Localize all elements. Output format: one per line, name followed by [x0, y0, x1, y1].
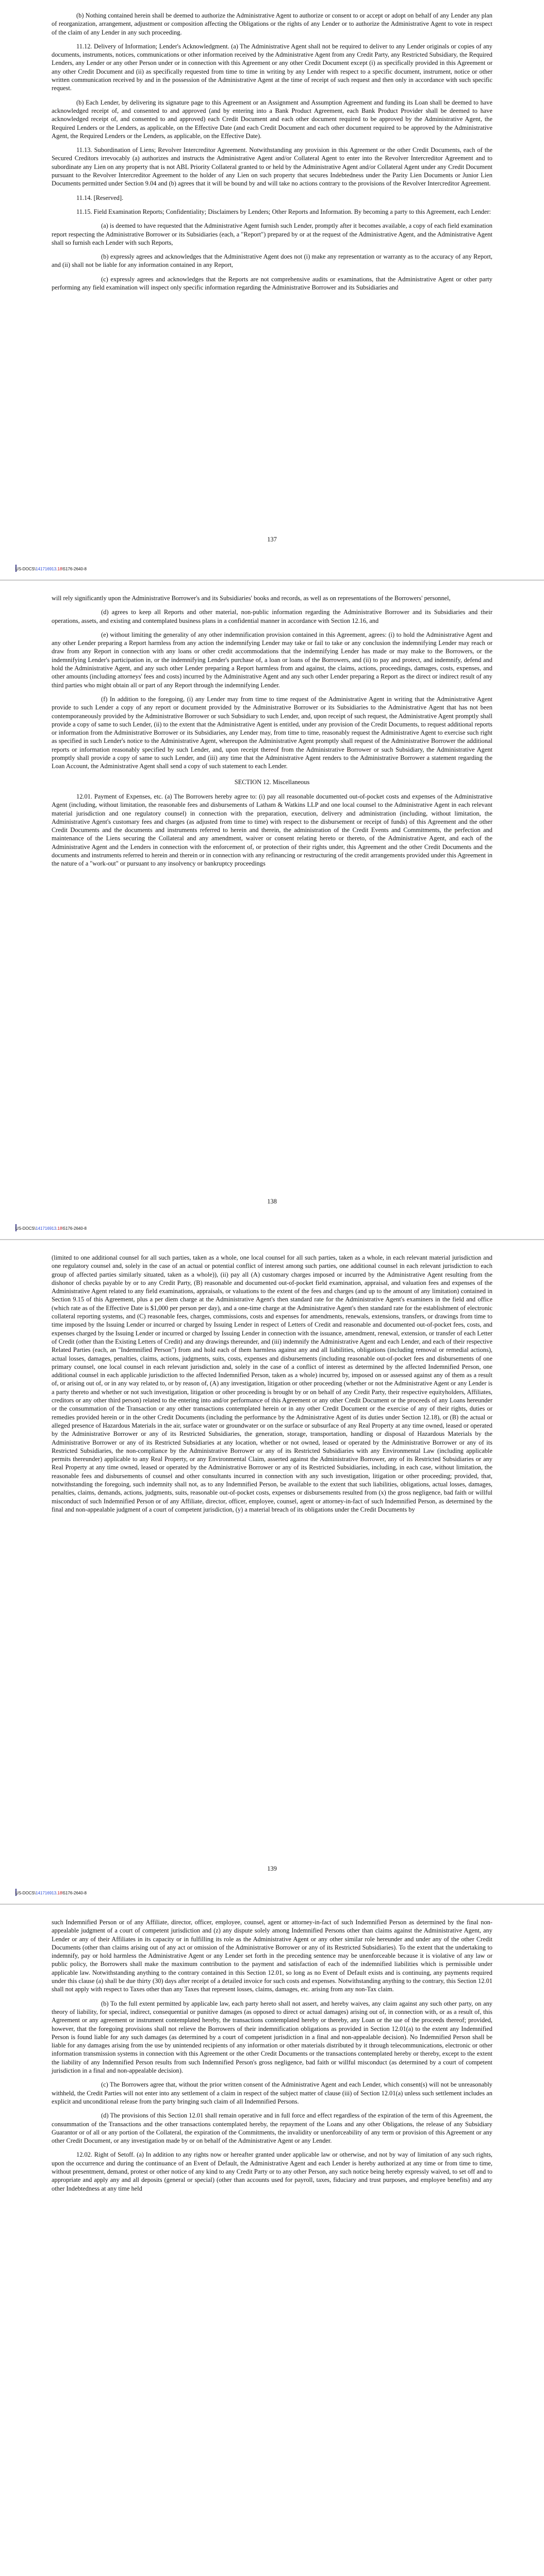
page-separator	[0, 580, 544, 581]
doc-footer: US-DOCS\141716913.18\5176-2640-8	[15, 567, 87, 571]
doc-footer: US-DOCS\141716913.18\5176-2640-8	[15, 1891, 87, 1895]
paragraph: (b) To the full extent permitted by applicable law, each party hereto shall not assert, and hereby waives, any claim against any such other party, on any theory of liability, for special, indirect, consequential or punitive damages (as opposed to direct or actual damages) arising out of, in connection with, or as a result of, this Agreement or any agreement or instrument contemplated hereby, the transactions contemplated hereby or thereby, any Loan or the use of the proceeds thereof; provided, however, that the foregoing provisions shall not relieve the Borrowers of their indemnification obligations as provided in Section 12.01(a) to the extent any Indemnified Person is found liable for any such damages (as determined by a court of competent jurisdiction in a final and non-appealable decision). No Indemnified Person shall be liable for any damages arising from the use by unintended recipients of any information or other materials distributed by it through telecommunications, electronic or other information transmission systems in connection with this Agreement or the other Credit Documents or the transactions contemplated hereby or thereby, except to the extent the liability of any Indemnified Person results from such Indemnified Person's gross negligence, bad faith or willful misconduct (as determined by a court of competent jurisdiction in a final and non-appealable decision).	[52, 1999, 492, 2075]
paragraph: (limited to one additional counsel for all such parties, taken as a whole, one local counsel for all such parties, taken as a whole, in each relevant material jurisdiction and one regulatory counsel and, solely in the case of an actual or potential conflict of interest among such parties, one additional counsel in each relevant jurisdiction to each group of affected parties similarly situated, taken as a whole)), (ii) pay all (A) customary charges imposed or incurred by the Administrative Agent resulting from the dishonor of checks payable by or to any Credit Party, (B) reasonable and documented out-of-pocket field examination, appraisal, and valuation fees and expenses of the Administrative Agent related to any field examinations, appraisals, or valuations to the extent of the fees and charges (and up to the amount of any limitation) contained in Section 9.15 of this Agreement, plus a per diem charge at the Administrative Agent's then standard rate for the Administrative Agent's examiners in the field and office (which rate as of the Effective Date is $1,000 per person per day), and a one-time charge at the Administrative Agent's then standard rate for the establishment of electronic collateral reporting systems, and (C) reasonable fees, charges, commissions, costs and expenses for amendments, renewals, extensions, transfers, or drawings from time to time imposed by the Issuing Lender or incurred or charged by Issuing Lender in respect of Letters of Credit and reasonable and documented out-of-pocket fees, costs, and expenses charged by the Issuing Lender or incurred or charged by Issuing Lender in connection with the issuance, amendment, renewal, extension, or transfer of each Letter of Credit (other than the Existing Letters of Credit) and any drawings thereunder, and (iii) indemnify the Administrative Agent and each Lender, and each of their respective Related Parties (each, an "Indemnified Person") from and hold each of them harmless against any and all liabilities, obligations (including removal or remedial actions), actual losses, damages, penalties, claims, actions, judgments, suits, costs, expenses and disbursements (including reasonable out-of-pocket fees and disbursements of one primary counsel, one local counsel in each relevant jurisdiction and, solely in the case of a conflict of interest as determined by the affected Indemnified Person, one additional counsel in each applicable jurisdiction to the affected Indemnified Person, taken as a whole) incurred by, imposed on or assessed against any of them as a result of, or arising out of, or in any way related to, or by reason of, (A) any investigation, litigation or other proceeding (whether or not the Administrative Agent or any Lender is a party thereto and whether or not such investigation, litigation or other proceeding is brought by or on behalf of any Credit Party, their respective equityholders, Affiliates, creditors or any other third person) related to the entering into and/or performance of this Agreement or any other Credit Document or the proceeds of any Loans hereunder or the consummation of the Transaction or any other transactions contemplated herein or in any other Credit Document or the exercise of any of their rights, duties or remedies provided herein or in the other Credit Documents (including the performance by the Administrative Agent of its duties under Section 12.18), or (B) the actual or alleged presence of Hazardous Materials in the air, surface water or groundwater or on the surface or subsurface of any Real Property at any time owned, leased or operated by the Administrative Borrower or any of its Restricted Subsidiaries, the generation, storage, transportation, handling or disposal of Hazardous Materials by the Administrative Borrower or any of its Restricted Subsidiaries at any location, whether or not owned, leased or operated by the Administrative Borrower or any of its Restricted Subsidiaries, the non-compliance by the Administrative Borrower or any of its Restricted Subsidiaries with any Environmental Law (including applicable permits thereunder) applicable to any Real Property, or any Environmental Claim, asserted against the Administrative Borrower, any of its Restricted Subsidiaries or any Real Property at any time owned, leased or operated by the Administrative Borrower or any of its Restricted Subsidiaries, including, in each case, without limitation, the reasonable fees and disbursements of counsel and other consultants incurred in connection with any such investigation, litigation or other proceeding; provided, that, notwithstanding the foregoing, such indemnity shall not, as to any Indemnified Person, be available to the extent that such liabilities, obligations, actual losses, damages, penalties, claims, demands, actions, judgments, suits, reasonable out-of-pocket costs, expenses or disbursements resulted from (x) the gross negligence, bad faith or willful misconduct of such Indemnified Person or of any Affiliate, director, officer, employee, counsel, agent or attorney-in-fact of such Indemnified Person, as determined by the final and non-appealable judgment of a court of competent jurisdiction, (y) a material breach of its obligations under the Credit Documents by	[52, 1254, 492, 1513]
paragraph: (d) agrees to keep all Reports and other material, non-public information regarding the Administrative Borrower and its Subsidiaries and their operations, assets, and existing and contemplated business plans in a confidential manner in accordance with Section 12.16, and	[52, 608, 492, 624]
paragraph: (b) Nothing contained herein shall be deemed to authorize the Administrative Agent to authorize or consent to or accept or adopt on behalf of any Lender any plan of reorganization, arrangement, adjustment or composition affecting the Obligations or the rights of any Lender or to authorize the Administrative Agent to vote in respect of the claim of any Lender in any such proceeding.	[52, 12, 492, 36]
page-body	[52, 1918, 492, 2198]
paragraph: 11.15. Field Examination Reports; Confidentiality; Disclaimers by Lenders; Other Reports and Information. By becoming a party to this Agreement, each Lender:	[76, 208, 491, 215]
paragraph: (e) without limiting the generality of any other indemnification provision contained in this Agreement, agrees: (i) to hold the Administrative Agent and any other Lender preparing a Report harmless from any action the indemnifying Lender may take or fail to take or any conclusion the indemnifying Lender may reach or draw from any Report in connection with any loans or other credit accommodations that the indemnifying Lender has made or may make to the Borrowers, or the indemnifying Lender's participation in, or the indemnifying Lender's purchase of, a loan or loans of the Borrowers, and (ii) to pay and protect, and indemnify, defend and hold the Administrative Agent, and any such other Lender preparing a Report harmless from and against, the claims, actions, proceedings, damages, costs, expenses, and other amounts (including attorneys' fees and costs) incurred by the Administrative Agent and any such other Lender preparing a Report as the direct or indirect result of any third parties who might obtain all or part of any Report through the indemnifying Lender.	[52, 631, 492, 689]
paragraph: (f) In addition to the foregoing, (i) any Lender may from time to time request of the Administrative Agent in writing that the Administrative Agent provide to such Lender a copy of any report or document provided by the Administrative Borrower or its Subsidiaries to the Administrative Agent that has not been contemporaneously provided by the Administrative Borrower or such Subsidiary to such Lender, and, upon receipt of such request, the Administrative Agent promptly shall provide a copy of same to such Lender, (ii) to the extent that the Administrative Agent is entitled, under any provision of the Credit Documents, to request additional reports or information from the Administrative Borrower or its Subsidiaries, any Lender may, from time to time, reasonably request the Administrative Agent to exercise such right as specified in such Lender's notice to the Administrative Agent, whereupon the Administrative Agent promptly shall request of the Administrative Borrower the additional reports or information reasonably specified by such Lender, and, upon receipt thereof from the Administrative Borrower or such Subsidiary, the Administrative Agent promptly shall provide a copy of same to such Lender, and (iii) any time that the Administrative Agent renders to the Administrative Borrower a statement regarding the Loan Account, the Administrative Agent shall send a copy of such statement to each Lender.	[52, 695, 492, 770]
paragraph: (c) The Borrowers agree that, without the prior written consent of the Administrative Agent and each Lender, which consent(s) will not be unreasonably withheld, the Credit Parties will not enter into any settlement of a claim in respect of the subject matter of clause (iii) of Section 12.01(a) unless such settlement includes an explicit and unconditional release from the party bringing such claim of all Indemnified Persons.	[52, 2081, 492, 2105]
paragraph: (a) is deemed to have requested that the Administrative Agent furnish such Lender, promptly after it becomes available, a copy of each field examination report respecting the Administrative Borrower or its Subsidiaries (each, a "Report") prepared by or at the request of the Administrative Agent, and the Administrative Agent shall so furnish each Lender with such Reports,	[52, 222, 492, 246]
document-page-139	[0, 1244, 544, 1899]
page-separator	[0, 1904, 544, 1905]
page-body	[52, 594, 492, 874]
paragraph: (d) The provisions of this Section 12.01 shall remain operative and in full force and effect regardless of the expiration of the term of this Agreement, the consummation of the Transactions and the other transactions contemplated hereby, the repayment of the Loans and any other Obligations, the release of any Subsidiary Guarantor or of all or any portion of the Collateral, the expiration of the Commitments, the invalidity or unenforceability of any term or provision of this Agreement or any other Credit Document, or any investigation made by or on behalf of the Administrative Agent or any Lender.	[52, 2112, 492, 2145]
page-separator	[0, 1239, 544, 1240]
doc-footer: US-DOCS\141716913.18\5176-2640-8	[15, 1226, 87, 1231]
paragraph: 12.01. Payment of Expenses, etc. (a) The Borrowers hereby agree to: (i) pay all reasonable documented out-of-pocket costs and expenses of the Administrative Agent (including, without limitation, the reasonable fees and disbursements of Latham & Watkins LLP and one local counsel to the Administrative Agent in each relevant material jurisdiction and one regulatory counsel) in connection with the preparation, execution, delivery and administration (including, without limitation, the Administrative Agent's customary fees and charges (as adjusted from time to time) with respect to the disbursement or receipt of funds) of this Agreement and the other Credit Documents and the documents and instruments referred to herein and therein, the administration of the Credit Events and Commitments, the perfection and maintenance of the Liens securing the Collateral and any amendment, waiver or consent relating hereto or thereto, of the Administrative Agent, and each of the Administrative Agent and the Lenders in connection with the enforcement of, or protection of their rights under, this Agreement and the other Credit Documents and the documents and instruments referred to herein and therein or in connection with any refinancing or restructuring of the credit arrangements provided under this Agreement in the nature of a "work-out" or pursuant to any insolvency or bankruptcy proceedings	[52, 792, 492, 868]
paragraph: such Indemnified Person or of any Affiliate, director, officer, employee, counsel, agent or attorney-in-fact of such Indemnified Person as determined by the final non-appealable judgment of a court of competent jurisdiction and (z) any dispute solely among Indemnified Persons other than claims against the Administrative Agent, any Lender or any of their Affiliates in its capacity or in fulfilling its role as the Administrative Agent or any other similar role hereunder and under any of the other Credit Documents (other than claims arising out of any act or omission of the Administrative Borrower or any of its Restricted Subsidiaries). To the extent that the undertaking to indemnify, pay or hold harmless the Administrative Agent or any Lender set forth in the preceding sentence may be unenforceable because it is violative of any law or public policy, the Borrowers shall make the maximum contribution to the payment and satisfaction of each of the indemnified liabilities which is permissible under applicable law. Notwithstanding anything to the contrary contained in this Section 12.01, so long as no Event of Default exists and is continuing, any payments required under this clause (a) shall be due thirty (30) days after receipt of a detailed invoice for such costs and expenses. Notwithstanding anything to the contrary, this Section 12.01 shall not apply with respect to Taxes other than any Taxes that represent losses, claims, damages, etc. arising from any non-Tax claim.	[52, 1919, 492, 1993]
document-page-138	[0, 585, 544, 1234]
page-number: 139	[267, 1865, 277, 1872]
document-page-137	[0, 0, 544, 559]
page-number: 138	[267, 1198, 277, 1205]
paragraph: 12.02. Right of Setoff. (a) In addition to any rights now or hereafter granted under applicable law or otherwise, and not by way of limitation of any such rights, upon the occurrence and during the continuance of an Event of Default, the Administrative Agent and each Lender is hereby authorized at any time or from time to time, without presentment, demand, protest or other notice of any kind to any Credit Party or to any other Person, any such notice being hereby expressly waived, to set off and to appropriate and apply any and all deposits (general or special) (other than accounts used for payroll, taxes, fiduciary and trust purposes, and employee benefits) and any other Indebtedness at any time held	[52, 2151, 492, 2192]
paragraph: (c) expressly agrees and acknowledges that the Reports are not comprehensive audits or examinations, that the Administrative Agent or other party performing any field examination will inspect only specific information regarding the Administrative Borrower and its Subsidiaries and	[52, 275, 492, 292]
document-page-140	[0, 1909, 544, 2576]
paragraph: 11.13. Subordination of Liens; Revolver Intercreditor Agreement. Notwithstanding any provision in this Agreement or the other Credit Documents, each of the Secured Creditors irrevocably (a) authorizes and instructs the Administrative Agent and/or Collateral Agent to enter into the Revolver Intercreditor Agreement and to subordinate any Lien on any property that is not ABL Priority Collateral granted to or held by the Administrative Agent and/or Collateral Agent under any Credit Document pursuant to the Revolver Intercreditor Agreement to the holder of any Lien on such property that secures Indebtedness under the Parity Lien Documents or Junior Lien Documents permitted under Section 9.04 and (b) agrees that it will be bound by and will take no actions contrary to the provisions of the Revolver Intercreditor Agreement.	[52, 146, 492, 188]
section-heading: SECTION 12. Miscellaneous	[234, 778, 310, 786]
paragraph: 11.14. [Reserved].	[76, 194, 124, 201]
page-body	[52, 1253, 492, 1519]
paragraph: 11.12. Delivery of Information; Lender's Acknowledgment. (a) The Administrative Agent shall not be required to deliver to any Lender originals or copies of any documents, instruments, notices, communications or other information received by the Administrative Agent from any Credit Party, any Restricted Subsidiary, the Required Lenders, any Lender or any other Person under or in connection with this Agreement or any other Credit Document except (i) as specifically provided in this Agreement or any other Credit Document and (ii) as specifically requested from time to time in writing by any Lender with respect to a specific document, instrument, notice or other written communication received by and in the possession of the Administrative Agent at the time of receipt of such request and then only in accordance with such specific request.	[52, 42, 492, 92]
page-number: 137	[267, 536, 277, 543]
page-body	[52, 11, 492, 297]
paragraph: will rely significantly upon the Administrative Borrower's and its Subsidiaries' books and records, as well as on representations of the Borrowers' personnel,	[52, 595, 451, 602]
paragraph: (b) expressly agrees and acknowledges that the Administrative Agent does not (i) make any representation or warranty as to the accuracy of any Report, and (ii) shall not be liable for any information contained in any Report,	[52, 253, 492, 269]
paragraph: (b) Each Lender, by delivering its signature page to this Agreement or an Assignment and Assumption Agreement and funding its Loan shall be deemed to have acknowledged receipt of, and consented to and approved (and by entering into a Bank Product Agreement, each Bank Product Provider shall be deemed to have acknowledged receipt of, and consented to and approved) each Credit Document and each other document required to be approved by the Administrative Agent, the Required Lenders or the Lenders, as applicable, on the Effective Date (and each Credit Document and each other document required to be approved by the Administrative Agent, the Required Lenders or the Lenders, as applicable, on the Effective Date).	[52, 98, 492, 140]
